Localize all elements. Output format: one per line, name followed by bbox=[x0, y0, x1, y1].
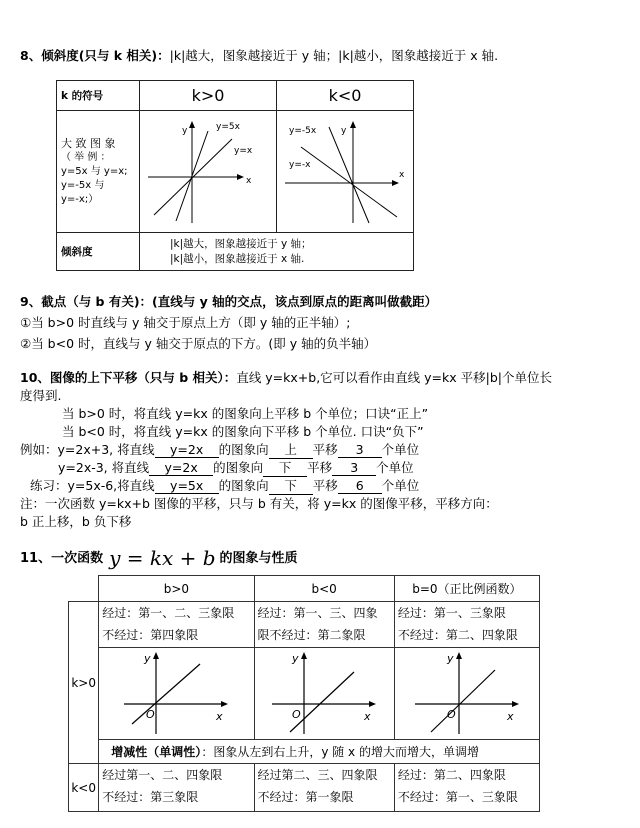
section-10-intro: 直线 y=kx+b,它可以看作由直线 y=kx 平移|b|个单位长 bbox=[236, 370, 552, 385]
axis-x-label: x bbox=[364, 710, 371, 723]
origin-label: O bbox=[146, 708, 156, 721]
slope-row-label: 倾斜度 bbox=[57, 233, 140, 271]
practice bbox=[30, 476, 419, 495]
note-line-2: b 正上移，b 负下移 bbox=[20, 514, 132, 529]
k-pos-header: k>0 bbox=[140, 81, 277, 111]
axis-x-label: x bbox=[399, 170, 405, 180]
kpos-bzero-cell bbox=[394, 602, 539, 648]
graph-label-line: y=-x;） bbox=[61, 193, 99, 205]
section-8-heading bbox=[20, 46, 498, 64]
blank-direction: 下 bbox=[263, 458, 307, 477]
axis-y-label: y bbox=[144, 652, 151, 665]
cell-line: 经过：第一、三象限 bbox=[397, 606, 506, 620]
section-8-desc: |k|越大，图象越接近于 y 轴；|k|越小，图象越接近于 x 轴. bbox=[169, 48, 499, 63]
line-label-5x: y=5x bbox=[216, 122, 240, 132]
section-9-line-1: ①当 b>0 时直线与 y 轴交于原点上方（即 y 轴的正半轴）; bbox=[20, 315, 351, 330]
kneg-bneg-cell bbox=[254, 764, 394, 812]
section-11-formula: y = kx + b bbox=[109, 546, 216, 570]
section-9-title: 9、截点（与 b 有关)：(直线与 y 轴的交点，该点到原点的距离叫做截距） bbox=[20, 294, 438, 309]
practice-prefix: 练习：y=5x-6,将直线 bbox=[30, 478, 155, 493]
graph-kpos-cell bbox=[140, 111, 277, 233]
origin-label: O bbox=[446, 708, 456, 721]
axis-x-label: x bbox=[506, 710, 514, 723]
section-9-line-2: ②当 b<0 时，直线与 y 轴交于原点的下方。(即 y 轴的负半轴） bbox=[20, 336, 377, 351]
note-line-1: 注：一次函数 y=kx+b 图像的平移，只与 b 有关，将 y=kx 的图像平移，平移方向： bbox=[20, 496, 498, 511]
example-prefix: y=2x-3, 将直线 bbox=[58, 460, 150, 475]
graph-label-line: （ 举 例 ： bbox=[61, 151, 111, 163]
axis-y-label: y bbox=[341, 126, 347, 136]
section-11-title-suffix: 的图象与性质 bbox=[219, 551, 298, 566]
origin-label: O bbox=[292, 708, 301, 721]
graph-kpos-bpos-cell bbox=[99, 648, 254, 740]
practice-mid: 的图象向 bbox=[218, 478, 269, 493]
axis-x-label: x bbox=[216, 710, 223, 723]
corner-cell bbox=[69, 576, 99, 602]
line-label-x: y=x bbox=[234, 146, 253, 156]
properties-table bbox=[68, 575, 540, 812]
slope-desc-cell bbox=[140, 233, 414, 271]
graph-label-line: y=-5x 与 bbox=[61, 179, 105, 191]
cell-line: 不经过：第三象限 bbox=[102, 790, 199, 804]
header-b-pos: b>0 bbox=[99, 576, 254, 602]
graph-label-line: y=5x 与 y=x; bbox=[61, 165, 128, 177]
example-1 bbox=[20, 440, 419, 459]
section-10-title: 10、图像的上下平移（只与 b 相关）： bbox=[20, 370, 237, 385]
slope-table bbox=[56, 80, 414, 271]
slope-desc-line: |k|越大，图象越接近于 y 轴； bbox=[170, 237, 312, 250]
blank-units: 3 bbox=[332, 460, 376, 476]
cell-line: 经过：第二、四象限 bbox=[397, 768, 506, 782]
example-suffix: 个单位 bbox=[376, 460, 414, 475]
kpos-bpos-cell bbox=[99, 602, 254, 648]
cell-line: 经过：第一、三、四象 bbox=[257, 606, 378, 620]
example-label: 例如： bbox=[20, 442, 58, 457]
graph-kpos bbox=[140, 111, 276, 229]
line-label-neg5x: y=-5x bbox=[289, 126, 317, 136]
section-8-title: 8、倾斜度(只与 k 相关)： bbox=[20, 48, 170, 63]
blank-units: 3 bbox=[338, 442, 382, 458]
kpos-bneg-cell bbox=[254, 602, 394, 648]
graph-kpos-bneg bbox=[264, 648, 384, 736]
graph-kpos-bpos bbox=[116, 648, 236, 736]
monotonic-desc: ：图象从左到右上升，y 随 x 的增大而增大，单调增 bbox=[201, 745, 479, 759]
blank-line: y=5x bbox=[155, 478, 219, 494]
row-kneg-label: k<0 bbox=[69, 764, 99, 812]
section-10-rule-2: 当 b<0 时，将直线 y=kx 的图象向下平移 b 个单位. 口诀“负下” bbox=[62, 424, 424, 439]
practice-suffix: 个单位 bbox=[381, 478, 420, 493]
graph-kneg-cell bbox=[277, 111, 414, 233]
blank-direction: 上 bbox=[269, 440, 313, 459]
section-10-intro-2: 度得到. bbox=[20, 388, 62, 403]
monotonic-row bbox=[99, 740, 540, 764]
blank-direction: 下 bbox=[269, 476, 313, 495]
kneg-bzero-cell bbox=[394, 764, 539, 812]
cell-line: 经过第一、二、四象限 bbox=[102, 768, 223, 782]
section-11-heading bbox=[20, 540, 298, 570]
header-b-zero: b=0（正比例函数） bbox=[394, 576, 539, 602]
example-mid: 的图象向 bbox=[218, 442, 269, 457]
cell-line: 不经过：第一、三象限 bbox=[397, 790, 518, 804]
cell-line: 经过：第一、二、三象限 bbox=[102, 606, 235, 620]
row-kpos-label: k>0 bbox=[69, 602, 99, 764]
cell-line: 不经过：第二、四象限 bbox=[397, 628, 518, 642]
axis-y-label: y bbox=[446, 652, 454, 665]
slope-desc-line: |k|越小，图象越接近于 x 轴. bbox=[170, 252, 305, 265]
line-label-negx: y=-x bbox=[289, 160, 311, 170]
graph-kpos-bneg-cell bbox=[254, 648, 394, 740]
axis-y-label: y bbox=[182, 126, 188, 136]
kneg-bpos-cell bbox=[99, 764, 254, 812]
example-mid: 的图象向 bbox=[213, 460, 264, 475]
graph-kneg bbox=[277, 111, 413, 229]
cell-line: 不经过：第四象限 bbox=[102, 628, 199, 642]
example-prefix: y=2x+3, 将直线 bbox=[57, 442, 155, 457]
monotonic-label: 增减性（单调性） bbox=[111, 745, 202, 759]
blank-line: y=2x bbox=[155, 442, 219, 458]
k-sign-header: k 的符号 bbox=[57, 81, 140, 111]
example-2 bbox=[58, 458, 414, 477]
cell-line: 经过第二、三、四象限 bbox=[257, 768, 378, 782]
graph-kpos-bzero bbox=[407, 648, 527, 736]
blank-line: y=2x bbox=[149, 460, 213, 476]
example-suffix: 个单位 bbox=[381, 442, 420, 457]
section-10-heading bbox=[20, 368, 552, 386]
practice-shift: 平移 bbox=[312, 478, 338, 493]
graph-label-line: 大 致 图 象 bbox=[61, 136, 116, 150]
section-11-title-prefix: 11、一次函数 bbox=[20, 551, 104, 566]
header-b-neg: b<0 bbox=[254, 576, 394, 602]
k-neg-header: k<0 bbox=[277, 81, 414, 111]
example-shift: 平移 bbox=[307, 460, 333, 475]
axis-x-label: x bbox=[246, 176, 252, 186]
axis-y-label: y bbox=[292, 652, 299, 665]
example-shift: 平移 bbox=[312, 442, 338, 457]
section-10-rule-1: 当 b>0 时，将直线 y=kx 的图象向上平移 b 个单位；口诀“正上” bbox=[62, 406, 429, 421]
cell-line: 限不经过：第二象限 bbox=[257, 628, 366, 642]
blank-units: 6 bbox=[338, 478, 382, 494]
cell-line: 不经过：第一象限 bbox=[257, 790, 354, 804]
graph-row-label bbox=[57, 111, 140, 233]
graph-kpos-bzero-cell bbox=[394, 648, 539, 740]
